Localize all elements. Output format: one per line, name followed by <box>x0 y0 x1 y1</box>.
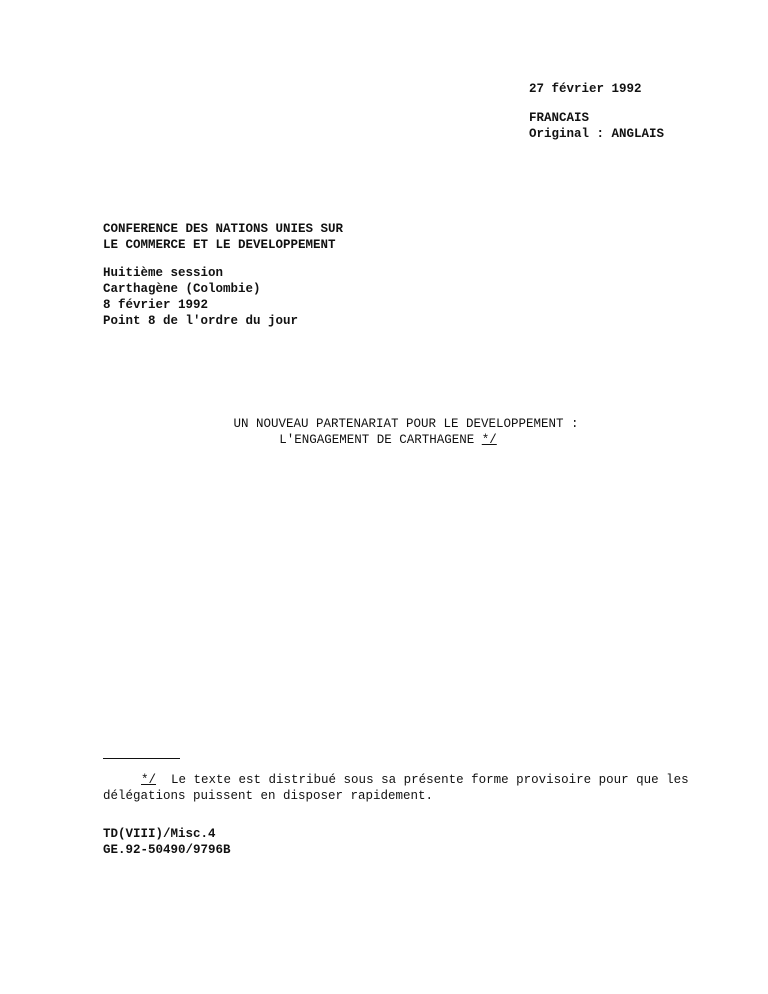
organization-name-line1: CONFERENCE DES NATIONS UNIES SUR <box>103 222 344 236</box>
footnote-marker: */ <box>141 773 157 787</box>
document-header-info <box>529 81 664 142</box>
session-name: Huitième session <box>103 266 224 280</box>
spacer <box>103 253 343 265</box>
title-line1: UN NOUVEAU PARTENARIAT POUR LE DEVELOPPEMENT : <box>233 417 579 431</box>
title-line2-text: L'ENGAGEMENT DE CARTHAGENE <box>279 433 475 447</box>
organization-name-line2: LE COMMERCE ET LE DEVELOPPEMENT <box>103 238 336 252</box>
document-symbols <box>103 826 231 858</box>
spacer <box>529 97 664 110</box>
footnote-line1 <box>103 772 723 788</box>
footnote-text-line2: délégations puissent en disposer rapidement. <box>103 789 434 803</box>
footnote-divider <box>103 758 180 759</box>
footnote <box>103 772 723 804</box>
title-line2 <box>0 432 768 448</box>
session-place: Carthagène (Colombie) <box>103 282 261 296</box>
document-symbol: TD(VIII)/Misc.4 <box>103 827 216 841</box>
document-title <box>0 416 768 448</box>
title-footnote-marker[interactable]: */ <box>481 433 497 447</box>
agenda-item: Point 8 de l'ordre du jour <box>103 314 299 328</box>
original-language: Original : ANGLAIS <box>529 127 665 141</box>
document-date: 27 février 1992 <box>529 82 642 96</box>
ge-number: GE.92-50490/9796B <box>103 843 231 857</box>
document-language: FRANCAIS <box>529 111 590 125</box>
session-date: 8 février 1992 <box>103 298 209 312</box>
footnote-text-line1: Le texte est distribué sous sa présente forme provisoire pour que les <box>171 773 689 787</box>
organization-block <box>103 221 343 329</box>
